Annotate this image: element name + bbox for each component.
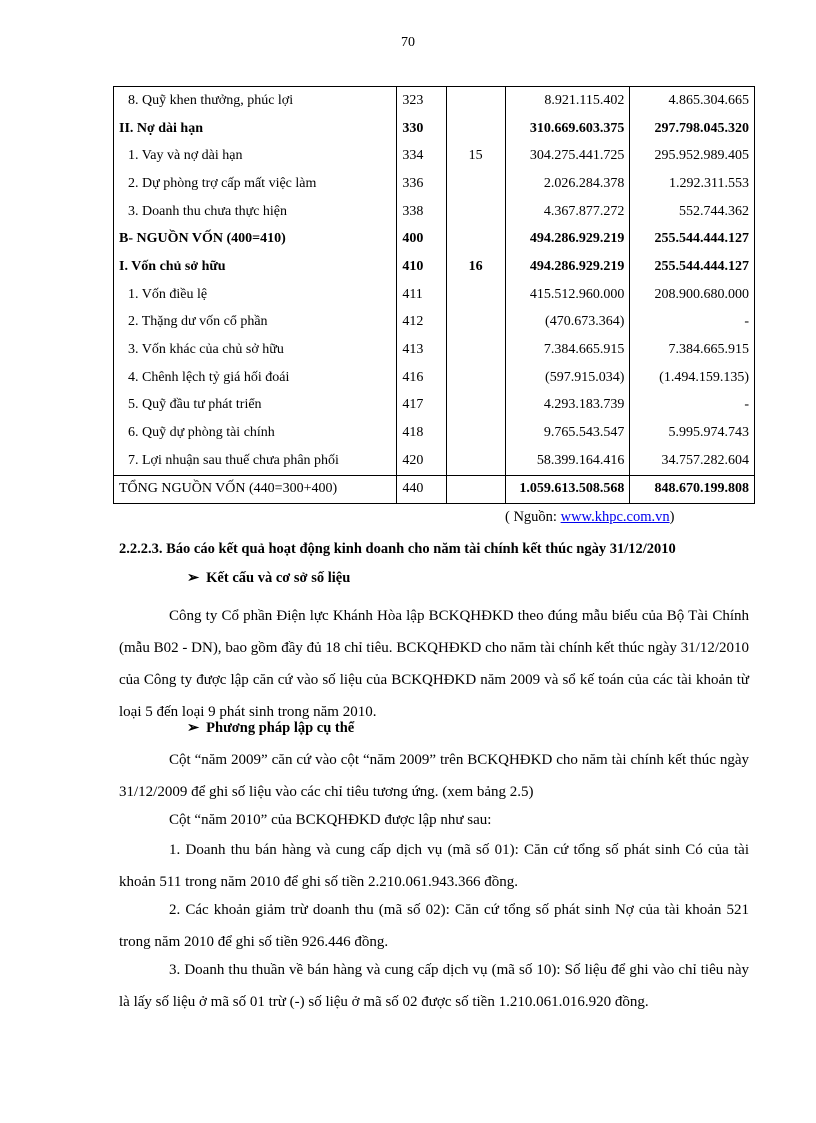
- row-previous: 255.544.444.127: [630, 225, 755, 253]
- row-previous: 1.292.311.553: [630, 170, 755, 198]
- row-current: (470.673.364): [505, 309, 630, 337]
- row-name: B- NGUỒN VỐN (400=410): [114, 225, 397, 253]
- row-name: 6. Quỹ dự phòng tài chính: [114, 419, 397, 447]
- source-prefix: ( Nguồn:: [505, 509, 561, 525]
- row-previous: 5.995.974.743: [630, 419, 755, 447]
- row-code: 330: [397, 115, 446, 143]
- row-note: 15: [446, 142, 505, 170]
- row-name: 2. Thặng dư vốn cổ phần: [114, 309, 397, 337]
- balance-sheet-body: [114, 87, 755, 504]
- subheading-structure: [187, 570, 350, 587]
- row-previous: -: [630, 392, 755, 420]
- table-row: [114, 170, 755, 198]
- total-previous: 848.670.199.808: [630, 475, 755, 503]
- paragraph-item-10: 3. Doanh thu thuần về bán hàng và cung cấp dịch vụ (mã số 10): Số liệu để ghi vào chỉ tiêu này là lấy số liệu ở mã số 01 trừ (-) số liệu ở mã số 02 được số tiền 1.210.061.016.920 đồng.: [119, 962, 749, 1010]
- row-current: 415.512.960.000: [505, 281, 630, 309]
- row-name: 8. Quỹ khen thưởng, phúc lợi: [114, 87, 397, 115]
- row-previous: 297.798.045.320: [630, 115, 755, 143]
- row-note: [446, 336, 505, 364]
- row-current: 2.026.284.378: [505, 170, 630, 198]
- paragraph-2009-column: Cột “năm 2009” căn cứ vào cột “năm 2009” trên BCKQHĐKD cho năm tài chính kết thúc ngày 31/12/2009 để ghi số liệu vào các chỉ tiêu tương ứng. (xem bảng 2.5): [119, 752, 749, 800]
- row-current: 4.293.183.739: [505, 392, 630, 420]
- table-row: [114, 87, 755, 115]
- row-current: 494.286.929.219: [505, 225, 630, 253]
- row-note: [446, 225, 505, 253]
- row-current: 8.921.115.402: [505, 87, 630, 115]
- row-code: 334: [397, 142, 446, 170]
- row-current: 494.286.929.219: [505, 253, 630, 281]
- row-name: 2. Dự phòng trợ cấp mất việc làm: [114, 170, 397, 198]
- row-name: 1. Vay và nợ dài hạn: [114, 142, 397, 170]
- row-current: (597.915.034): [505, 364, 630, 392]
- subheading-method: [187, 720, 354, 737]
- row-name: 1. Vốn điều lệ: [114, 281, 397, 309]
- row-code: 338: [397, 198, 446, 226]
- table-row: [114, 419, 755, 447]
- total-current: 1.059.613.508.568: [505, 475, 630, 503]
- arrow-bullet-icon: ➢: [187, 570, 200, 586]
- paragraph-item-01: 1. Doanh thu bán hàng và cung cấp dịch vụ (mã số 01): Căn cứ tổng số phát sinh Có của tài khoản 511 trong năm 2010 để ghi số tiền 2.210.061.943.366 đồng.: [119, 842, 749, 890]
- row-previous: 7.384.665.915: [630, 336, 755, 364]
- row-note: [446, 198, 505, 226]
- row-code: 410: [397, 253, 446, 281]
- row-previous: (1.494.159.135): [630, 364, 755, 392]
- row-note: [446, 309, 505, 337]
- table-row: [114, 281, 755, 309]
- row-current: 7.384.665.915: [505, 336, 630, 364]
- balance-sheet-table: [113, 86, 755, 504]
- paragraph-structure: Công ty Cổ phần Điện lực Khánh Hòa lập BCKQHĐKD theo đúng mẫu biểu của Bộ Tài Chính (mẫu B02 - DN), bao gồm đầy đủ 18 chỉ tiêu. BCKQHĐKD cho năm tài chính kết thúc ngày 31/12/2010 của Công ty được lập căn cứ vào số liệu của BCKQHĐKD năm 2009 và sổ kế toán của các tài khoản từ loại 5 đến loại 9 phát sinh trong năm 2010.: [119, 608, 749, 720]
- row-name: 5. Quỹ đầu tư phát triển: [114, 392, 397, 420]
- row-note: [446, 447, 505, 475]
- row-note: [446, 281, 505, 309]
- row-code: 336: [397, 170, 446, 198]
- table-row: [114, 447, 755, 475]
- table-row: [114, 142, 755, 170]
- table-row: [114, 198, 755, 226]
- table-row: [114, 309, 755, 337]
- paragraph-item-02: 2. Các khoản giảm trừ doanh thu (mã số 02): Căn cứ tổng số phát sinh Nợ của tài khoản 521 trong năm 2010 để ghi số tiền 926.446 đồng.: [119, 902, 749, 950]
- section-heading: 2.2.2.3. Báo cáo kết quả hoạt động kinh doanh cho năm tài chính kết thúc ngày 31/12/2010: [119, 541, 676, 557]
- row-name: 3. Vốn khác của chủ sở hữu: [114, 336, 397, 364]
- row-code: 400: [397, 225, 446, 253]
- table-row: [114, 115, 755, 143]
- table-row: [114, 225, 755, 253]
- row-code: 416: [397, 364, 446, 392]
- table-row: [114, 336, 755, 364]
- source-link[interactable]: www.khpc.com.vn: [560, 509, 670, 525]
- row-name: 4. Chênh lệch tỷ giá hối đoái: [114, 364, 397, 392]
- row-previous: -: [630, 309, 755, 337]
- row-previous: 4.865.304.665: [630, 87, 755, 115]
- source-note: [505, 509, 674, 526]
- row-note: [446, 364, 505, 392]
- row-code: 418: [397, 419, 446, 447]
- row-note: [446, 115, 505, 143]
- row-previous: 208.900.680.000: [630, 281, 755, 309]
- row-name: 7. Lợi nhuận sau thuế chưa phân phối: [114, 447, 397, 475]
- row-note: [446, 419, 505, 447]
- row-current: 310.669.603.375: [505, 115, 630, 143]
- arrow-bullet-icon: ➢: [187, 720, 200, 736]
- row-name: II. Nợ dài hạn: [114, 115, 397, 143]
- row-previous: 295.952.989.405: [630, 142, 755, 170]
- subheading-method-label: Phương pháp lập cụ thể: [206, 720, 355, 736]
- table-row: [114, 364, 755, 392]
- row-code: 413: [397, 336, 446, 364]
- row-code: 420: [397, 447, 446, 475]
- source-suffix: ): [669, 509, 675, 525]
- row-previous: 34.757.282.604: [630, 447, 755, 475]
- row-current: 58.399.164.416: [505, 447, 630, 475]
- row-code: 412: [397, 309, 446, 337]
- table-row: [114, 392, 755, 420]
- total-row: [114, 475, 755, 503]
- row-note: [446, 170, 505, 198]
- subheading-structure-label: Kết cấu và cơ sở số liệu: [206, 570, 351, 586]
- page-number: 70: [401, 35, 415, 50]
- total-note: [446, 475, 505, 503]
- row-note: [446, 87, 505, 115]
- row-note: [446, 392, 505, 420]
- row-note: 16: [446, 253, 505, 281]
- table-row: [114, 253, 755, 281]
- row-code: 411: [397, 281, 446, 309]
- total-code: 440: [397, 475, 446, 503]
- row-current: 304.275.441.725: [505, 142, 630, 170]
- row-current: 9.765.543.547: [505, 419, 630, 447]
- row-current: 4.367.877.272: [505, 198, 630, 226]
- total-name: TỔNG NGUỒN VỐN (440=300+400): [114, 475, 397, 503]
- row-previous: 552.744.362: [630, 198, 755, 226]
- row-code: 417: [397, 392, 446, 420]
- row-code: 323: [397, 87, 446, 115]
- row-previous: 255.544.444.127: [630, 253, 755, 281]
- paragraph-2010-column: Cột “năm 2010” của BCKQHĐKD được lập như sau:: [169, 812, 492, 828]
- row-name: 3. Doanh thu chưa thực hiện: [114, 198, 397, 226]
- row-name: I. Vốn chủ sở hữu: [114, 253, 397, 281]
